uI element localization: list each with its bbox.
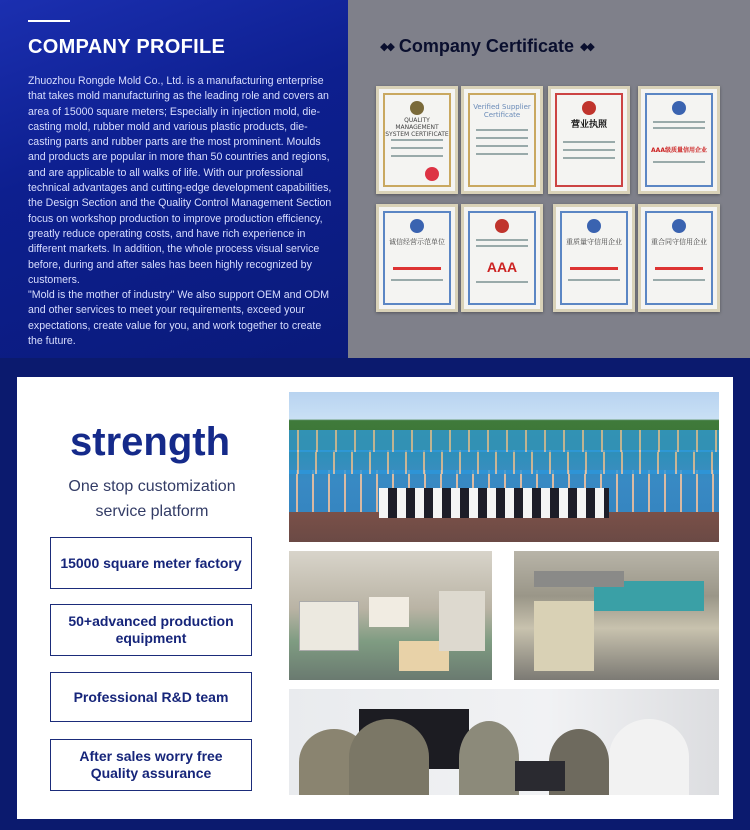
feature-after-sales-box: After sales worry free Quality assurance: [50, 739, 252, 791]
strength-subtitle: One stop customization service platform: [68, 478, 236, 520]
certificate-image[interactable]: 重质量守信用企业: [553, 204, 635, 312]
profile-title: COMPANY PROFILE: [28, 36, 226, 58]
certificate-image[interactable]: Verified Supplier Certificate: [461, 86, 543, 194]
certificate-image[interactable]: 诚信经营示范单位: [376, 204, 458, 312]
diamond-icon: ◆◆: [579, 41, 593, 53]
title-rule: [28, 20, 70, 22]
rd-team-photo: [289, 689, 719, 795]
certificate-image[interactable]: 重合同守信用企业: [638, 204, 720, 312]
certificate-image[interactable]: AAA: [461, 204, 543, 312]
certificate-image[interactable]: 营业执照: [548, 86, 630, 194]
feature-rd-team-box: Professional R&D team: [50, 672, 252, 722]
team-photo: [289, 392, 719, 542]
diamond-icon: ◆◆: [380, 41, 393, 53]
company-profile-panel: [0, 0, 348, 358]
strength-title: strength: [70, 420, 230, 464]
profile-body-motto: "Mold is the mother of industry" We also support OEM and ODM and other services to meet your requirements, exceed your expectations, create value for you, and work together to create the future.: [28, 289, 330, 348]
factory-floor-photo: [289, 551, 492, 680]
feature-factory-box: 15000 square meter factory: [50, 537, 252, 589]
certificate-panel: [348, 0, 750, 358]
certificate-image[interactable]: AAA级质量信用企业: [638, 86, 720, 194]
feature-equipment-box: 50+advanced production equipment: [50, 604, 252, 656]
top-section: [0, 0, 750, 358]
certificate-title: ◆◆ Company Certificate ◆◆: [380, 36, 593, 56]
profile-body: [28, 74, 336, 349]
certificate-image[interactable]: QUALITY MANAGEMENT SYSTEM CERTIFICATE: [376, 86, 458, 194]
profile-body-main: Zhuozhou Rongde Mold Co., Ltd. is a manufacturing enterprise that takes mold manufacturing as the leading role and covers an area of 15000 square meters; Especially in injection mold, die-casting mold, rubber mold and various plastic products, die-casting parts and rubber parts are the most prominent. Moulds and products are popular in more than 50 countries and regions, and are applicable to all walks of life. With our professional technical advantages and cutting-edge development capabilities, the Design Section and the Quality Control Management Section focus on workshop production to improve production efficiency, greatly reduce operating costs, and have rich experience in different markets. In addition, the whole process visual service before, during and after sales has been highly recognized by customers.: [28, 75, 332, 286]
injection-machine-photo: [514, 551, 719, 680]
